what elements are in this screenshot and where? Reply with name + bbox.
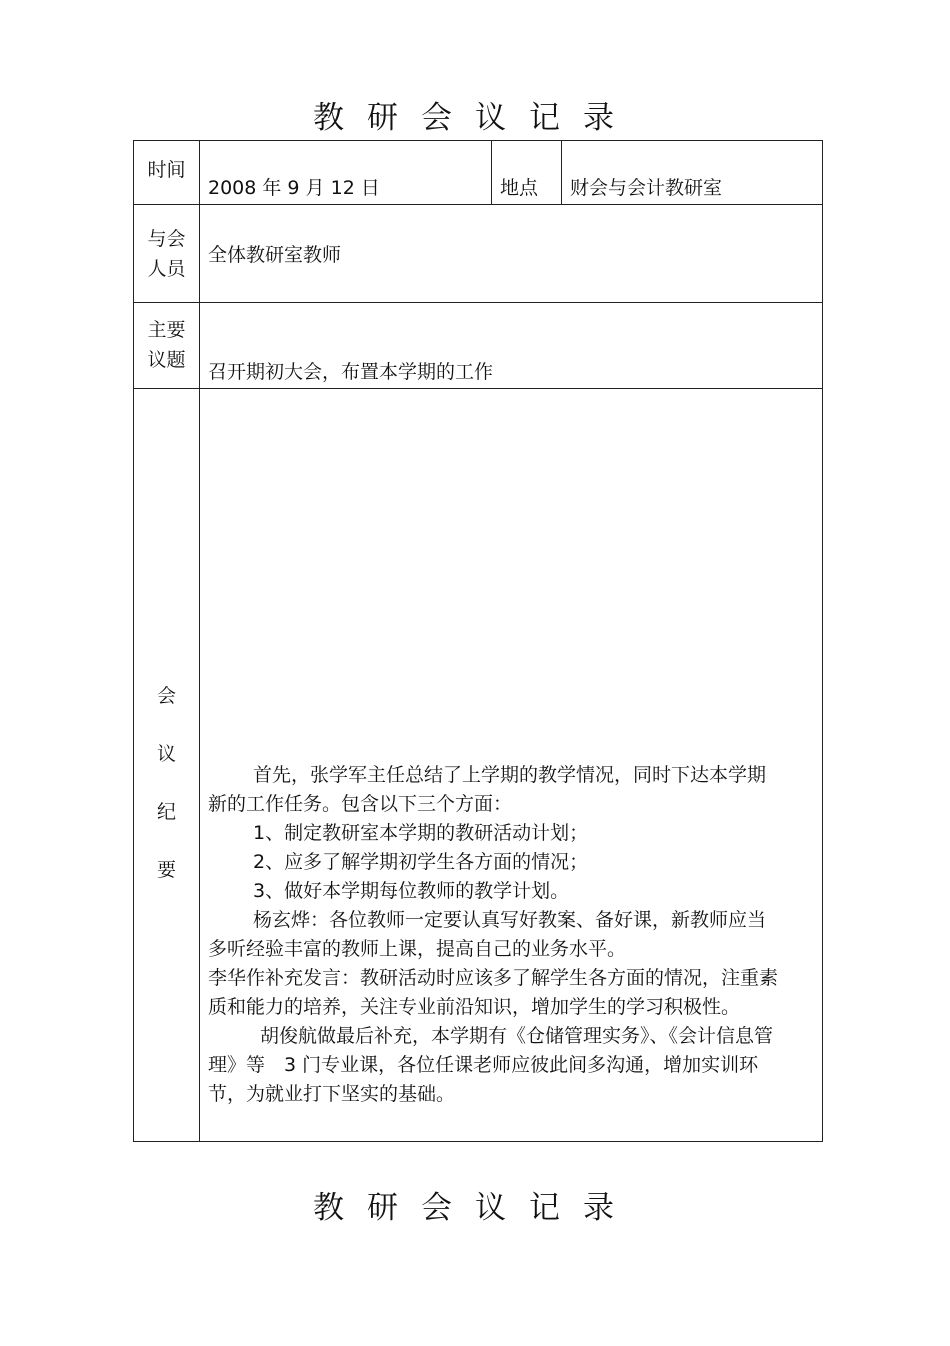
topic-label-line1: 主要 [147,319,186,341]
next-page-title: 教研会议记录 [313,1190,637,1226]
minutes-row [134,389,823,1142]
page-title: 教研会议记录 [313,100,637,136]
minutes-list-item: 1、制定教研室本学期的教研活动计划； [253,822,589,844]
minutes-label-char: 要 [156,859,176,881]
minutes-paragraph: 首先，张学军主任总结了上学期的教学情况，同时下达本学期新的工作任务。包含以下三个方面： [208,764,767,815]
minutes-list-item: 3、做好本学期每位教师的教学计划。 [253,880,570,902]
minutes-label-char: 会 [156,685,176,707]
time-value: 2008 年 9 月 12 日 [200,141,492,205]
attendees-row [134,205,823,303]
minutes-paragraph: 胡俊航做最后补充，本学期有《仓储管理实务》、《会计信息管理》等 3 门专业课，各位任课老师应彼此间多沟通，增加实训环节，为就业打下坚实的基础。 [208,1025,774,1105]
place-label: 地点 [492,141,562,205]
meeting-record-table [133,140,823,1142]
time-label: 时间 [134,141,200,205]
topic-label-line2: 议题 [147,349,186,371]
time-place-row [134,141,823,205]
minutes-list-item: 2、应多了解学期初学生各方面的情况； [253,851,589,873]
minutes-paragraph: 李华作补充发言：教研活动时应该多了解学生各方面的情况，注重素质和能力的培养，关注专业前沿知识，增加学生的学习积极性。 [208,967,779,1018]
minutes-paragraph: 杨玄烨：各位教师一定要认真写好教案、备好课，新教师应当多听经验丰富的教师上课，提高自己的业务水平。 [208,909,767,960]
attendees-label [134,205,200,303]
topic-label [134,303,200,389]
topic-row [134,303,823,389]
place-value: 财会与会计教研室 [562,141,823,205]
minutes-content [200,389,823,1142]
minutes-label [134,389,200,1142]
minutes-label-char: 议 [156,743,176,765]
attendees-label-line2: 人员 [147,257,186,280]
minutes-label-char: 纪 [156,801,176,823]
topic-value: 召开期初大会，布置本学期的工作 [200,303,823,389]
attendees-label-line1: 与会 [147,227,186,250]
attendees-value: 全体教研室教师 [200,205,823,303]
